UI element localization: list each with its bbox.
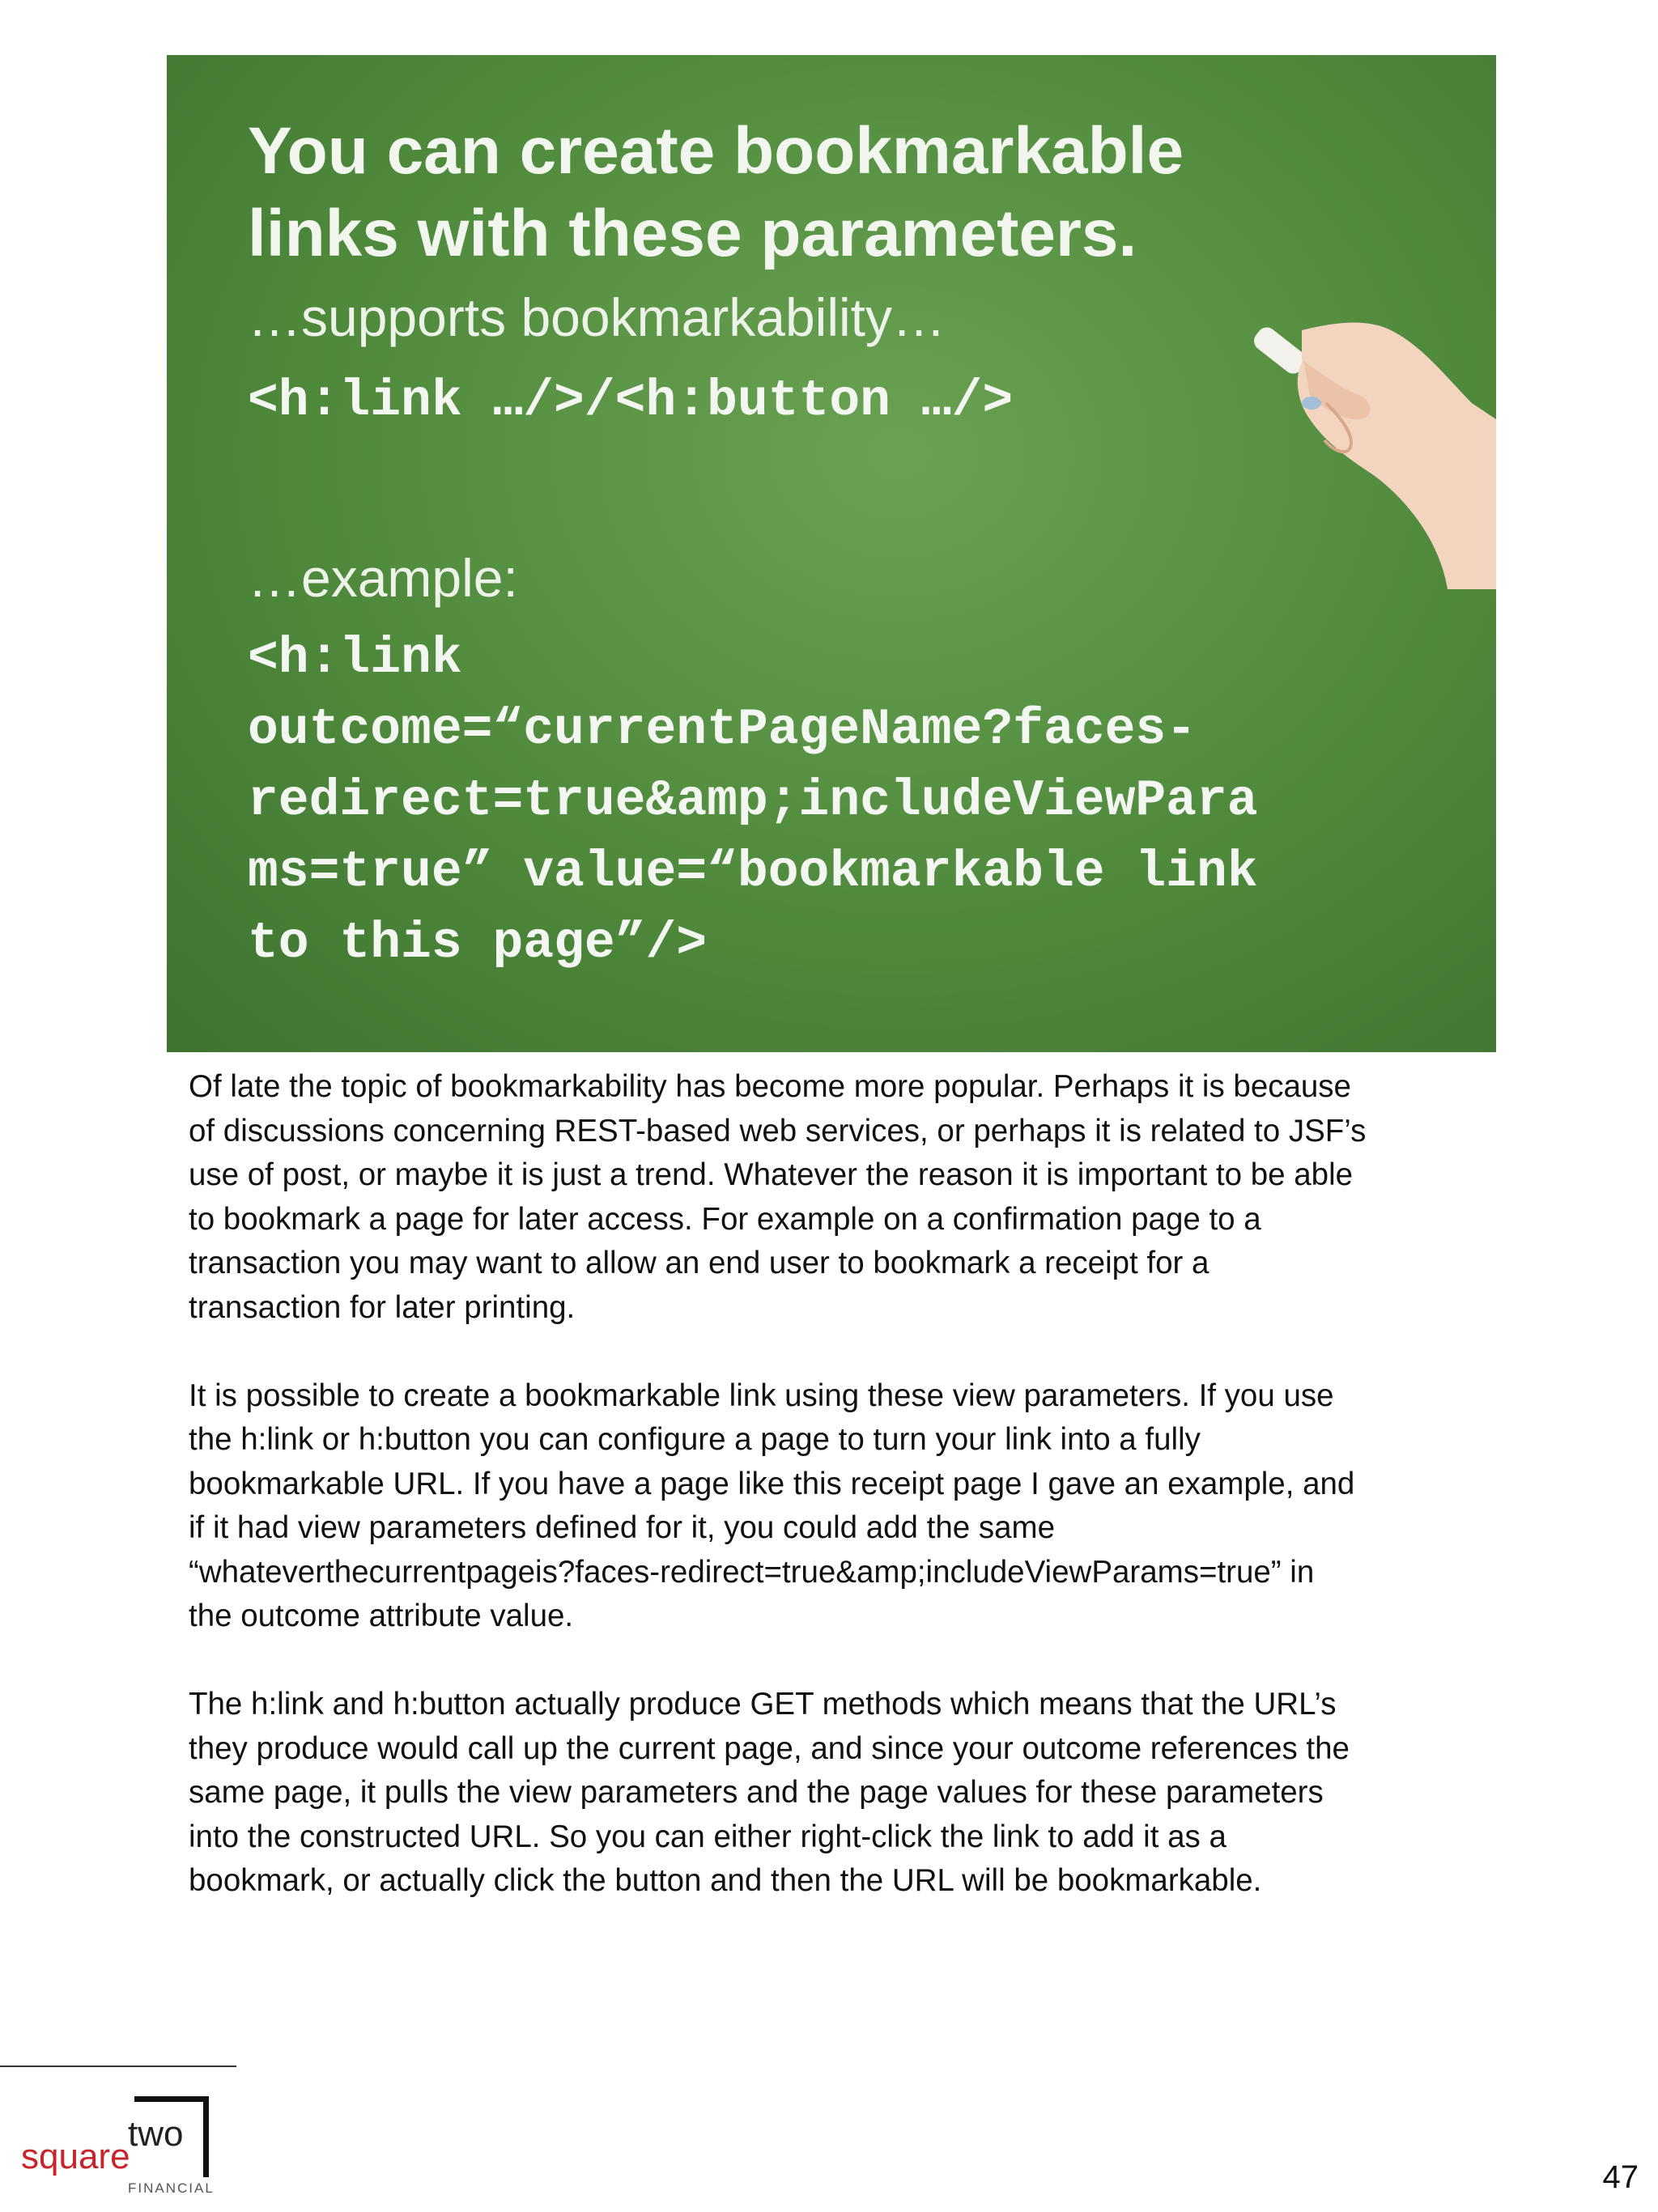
slide-subheading-2: …example: — [248, 548, 518, 608]
slide-heading-line-1: You can create bookmarkable — [248, 114, 1184, 188]
slide-code-line: redirect=true&amp;includeViewPara — [248, 772, 1258, 830]
notes-line: of discussions concerning REST-based web services, or perhaps it is related to JSF’s — [189, 1113, 1367, 1148]
notes-line: transaction you may want to allow an end user to bookmark a receipt for a — [189, 1246, 1209, 1280]
notes-paragraph-3 — [189, 1683, 1484, 1904]
notes-line: bookmarkable URL. If you have a page like this receipt page I gave an example, and — [189, 1466, 1355, 1501]
slide-code-1: <h:link …/>/<h:button …/> — [248, 372, 1014, 430]
slide-subheading-1: …supports bookmarkability… — [248, 287, 946, 347]
notes-paragraph-2 — [189, 1374, 1484, 1639]
notes-line: same page, it pulls the view parameters and the page values for these parameters — [189, 1775, 1324, 1810]
chalkboard-slide — [167, 55, 1496, 1052]
slide-code-line: to this page”/> — [248, 915, 708, 972]
hand-with-chalk-illustration — [1205, 282, 1496, 589]
slide-code-line: outcome=“currentPageName?faces- — [248, 701, 1197, 758]
notes-line: bookmark, or actually click the button and then the URL will be bookmarkable. — [189, 1863, 1262, 1898]
speaker-notes — [189, 1065, 1484, 1947]
notes-line: the outcome attribute value. — [189, 1598, 574, 1633]
squaretwo-financial-logo — [21, 2096, 223, 2201]
notes-line: if it had view parameters defined for it, you could add the same — [189, 1510, 1056, 1545]
logo-word-two: two — [128, 2114, 184, 2154]
notes-line: transaction for later printing. — [189, 1289, 576, 1325]
notes-line: to bookmark a page for later access. For example on a confirmation page to a — [189, 1201, 1261, 1237]
notes-line: they produce would call up the current page, and since your outcome references the — [189, 1730, 1350, 1766]
slide-heading-line-2: links with these parameters. — [248, 197, 1137, 270]
logo-word-square: square — [21, 2137, 130, 2176]
logo-word-financial: FINANCIAL — [128, 2180, 215, 2196]
notes-line: It is possible to create a bookmarkable link using these view parameters. If you use — [189, 1378, 1334, 1413]
notes-line: the h:link or h:button you can configure a page to turn your link into a fully — [189, 1422, 1201, 1457]
page-number: 47 — [1602, 2159, 1639, 2195]
notes-line: into the constructed URL. So you can either right-click the link to add it as a — [189, 1819, 1226, 1854]
notes-line: Of late the topic of bookmarkability has become more popular. Perhaps it is because — [189, 1069, 1351, 1104]
slide-code-line: ms=true” value=“bookmarkable link — [248, 843, 1258, 901]
notes-line: “whateverthecurrentpageis?faces-redirect=true&amp;includeViewParams=true” in — [189, 1554, 1315, 1590]
notes-line: The h:link and h:button actually produce GET methods which means that the URL’s — [189, 1687, 1337, 1722]
notes-paragraph-1 — [189, 1065, 1484, 1330]
notes-line: use of post, or maybe it is just a trend. Whatever the reason it is important to be able — [189, 1157, 1354, 1192]
slide-code-line: <h:link — [248, 630, 462, 687]
